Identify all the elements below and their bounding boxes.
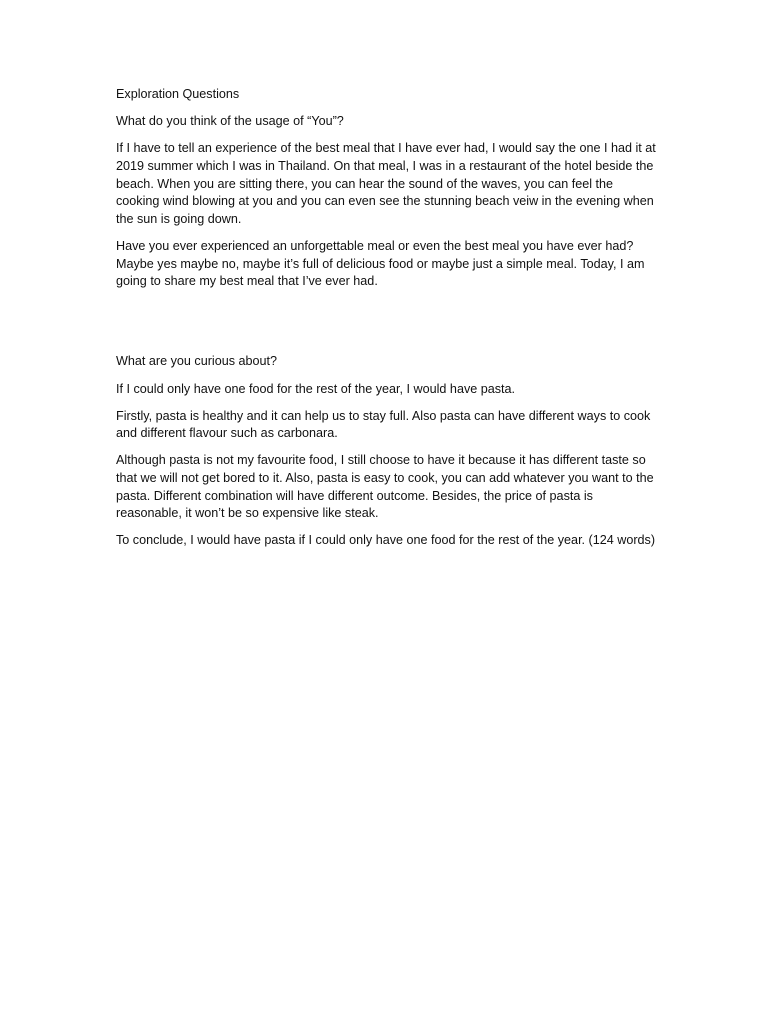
paragraph-one-food-pasta: If I could only have one food for the rest of the year, I would have pasta. <box>116 381 516 396</box>
paragraph-pasta-healthy: Firstly, pasta is healthy and it can help us to stay full. Also pasta can have different ways to cook and different flavour such as carbonara. <box>116 408 651 441</box>
heading-exploration-questions: Exploration Questions <box>116 87 240 101</box>
question-curious-about: What are you curious about? <box>116 354 278 369</box>
paragraph-best-meal-thailand: If I have to tell an experience of the best meal that I have ever had, I would say the one I had it at 2019 summer which I was in Thailand. On that meal, I was in a restaurant of the hotel beside the beach. When you are sitting there, you can hear the sound of the waves, you can feel the cooking wind blowing at you and you can even see the stunning beach veiw in the evening when the sun is going down. <box>116 141 656 226</box>
document-body <box>116 86 656 560</box>
paragraph-unforgettable-meal: Have you ever experienced an unforgettable meal or even the best meal you have ever had? Maybe yes maybe no, maybe it’s full of delicious food or maybe just a simple meal. Today, I am going to share my best meal that I’ve ever had. <box>116 238 645 289</box>
section-gap <box>116 300 656 353</box>
question-usage-of-you: What do you think of the usage of “You”? <box>116 114 344 129</box>
paragraph-pasta-taste: Although pasta is not my favourite food, I still choose to have it because it has different taste so that we will not get bored to it. Also, pasta is easy to cook, you can add whatever you want to the pasta. Different combination will have different outcome. Besides, the price of pasta is reasonable, it won’t be so expensive like steak. <box>116 453 654 521</box>
paragraph-conclusion: To conclude, I would have pasta if I could only have one food for the rest of the year. (124 words) <box>116 533 656 548</box>
